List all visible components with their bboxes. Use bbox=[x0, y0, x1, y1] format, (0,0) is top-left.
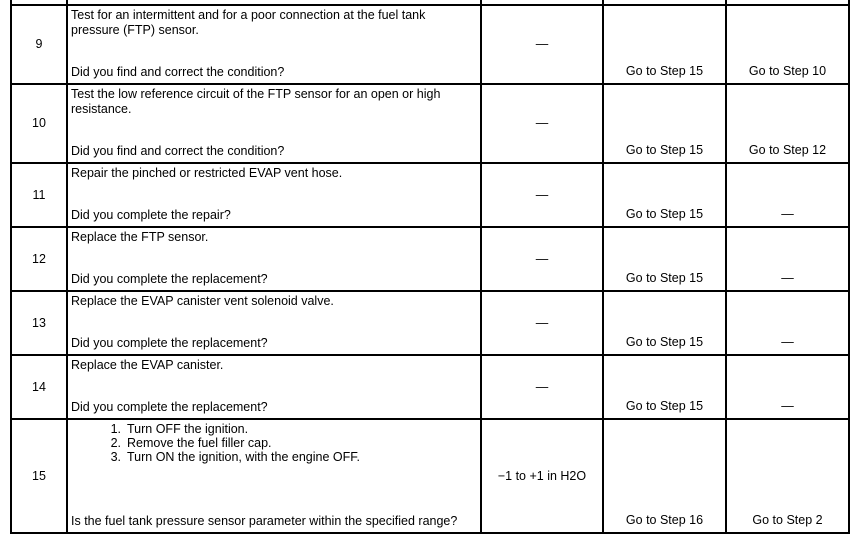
question-text: Did you complete the replacement? bbox=[71, 272, 268, 286]
question-text: Did you complete the replacement? bbox=[71, 336, 268, 350]
substep-list bbox=[71, 422, 476, 464]
substep-number: 2. bbox=[110, 436, 121, 450]
value-cell: — bbox=[481, 355, 603, 419]
substep-text: Remove the fuel filler cap. bbox=[127, 436, 272, 450]
table-row bbox=[11, 419, 849, 533]
table-row bbox=[11, 355, 849, 419]
question-text: Did you complete the repair? bbox=[71, 208, 231, 222]
question-text: Did you complete the replacement? bbox=[71, 400, 268, 414]
yes-cell: Go to Step 15 bbox=[603, 355, 726, 419]
action-cell bbox=[67, 163, 481, 227]
action-cell bbox=[67, 355, 481, 419]
substep-text: Turn OFF the ignition. bbox=[127, 422, 249, 436]
substep-item bbox=[110, 422, 476, 436]
yes-cell: Go to Step 16 bbox=[603, 419, 726, 533]
question-text: Is the fuel tank pressure sensor parameter within the specified range? bbox=[71, 514, 458, 528]
table-row bbox=[11, 5, 849, 84]
step-number: 12 bbox=[11, 227, 67, 291]
substep-number: 3. bbox=[110, 450, 121, 464]
substep-item bbox=[110, 436, 476, 450]
question-text: Did you find and correct the condition? bbox=[71, 144, 285, 158]
action-text: Test for an intermittent and for a poor connection at the fuel tank pressure (FTP) sensor. bbox=[71, 8, 426, 37]
substep-number: 1. bbox=[110, 422, 121, 436]
action-cell bbox=[67, 227, 481, 291]
step-number: 14 bbox=[11, 355, 67, 419]
action-text: Replace the EVAP canister. bbox=[71, 358, 224, 372]
step-number: 15 bbox=[11, 419, 67, 533]
yes-cell: Go to Step 15 bbox=[603, 227, 726, 291]
no-cell: — bbox=[726, 227, 849, 291]
question-text: Did you find and correct the condition? bbox=[71, 65, 285, 79]
no-cell: Go to Step 10 bbox=[726, 5, 849, 84]
no-cell: — bbox=[726, 355, 849, 419]
diagnostic-steps-table bbox=[10, 0, 850, 534]
yes-cell: Go to Step 15 bbox=[603, 163, 726, 227]
action-cell bbox=[67, 419, 481, 533]
no-cell: Go to Step 2 bbox=[726, 419, 849, 533]
step-number: 13 bbox=[11, 291, 67, 355]
action-text: Replace the EVAP canister vent solenoid valve. bbox=[71, 294, 334, 308]
value-cell: — bbox=[481, 227, 603, 291]
yes-cell: Go to Step 15 bbox=[603, 291, 726, 355]
yes-cell: Go to Step 15 bbox=[603, 5, 726, 84]
table-row bbox=[11, 291, 849, 355]
action-text: Replace the FTP sensor. bbox=[71, 230, 209, 244]
value-cell: — bbox=[481, 5, 603, 84]
action-cell bbox=[67, 84, 481, 163]
no-cell: — bbox=[726, 291, 849, 355]
step-number: 9 bbox=[11, 5, 67, 84]
value-cell: — bbox=[481, 291, 603, 355]
value-cell: −1 to +1 in H2O bbox=[481, 419, 603, 533]
action-text: Test the low reference circuit of the FTP sensor for an open or high resistance. bbox=[71, 87, 441, 116]
no-cell: Go to Step 12 bbox=[726, 84, 849, 163]
yes-cell: Go to Step 15 bbox=[603, 84, 726, 163]
action-cell bbox=[67, 291, 481, 355]
substep-item bbox=[110, 450, 476, 464]
step-number: 11 bbox=[11, 163, 67, 227]
action-text: Repair the pinched or restricted EVAP vent hose. bbox=[71, 166, 343, 180]
table-row bbox=[11, 227, 849, 291]
value-cell: — bbox=[481, 163, 603, 227]
action-cell bbox=[67, 5, 481, 84]
table-row bbox=[11, 84, 849, 163]
substep-text: Turn ON the ignition, with the engine OFF. bbox=[127, 450, 360, 464]
no-cell: — bbox=[726, 163, 849, 227]
table-row bbox=[11, 163, 849, 227]
value-cell: — bbox=[481, 84, 603, 163]
step-number: 10 bbox=[11, 84, 67, 163]
